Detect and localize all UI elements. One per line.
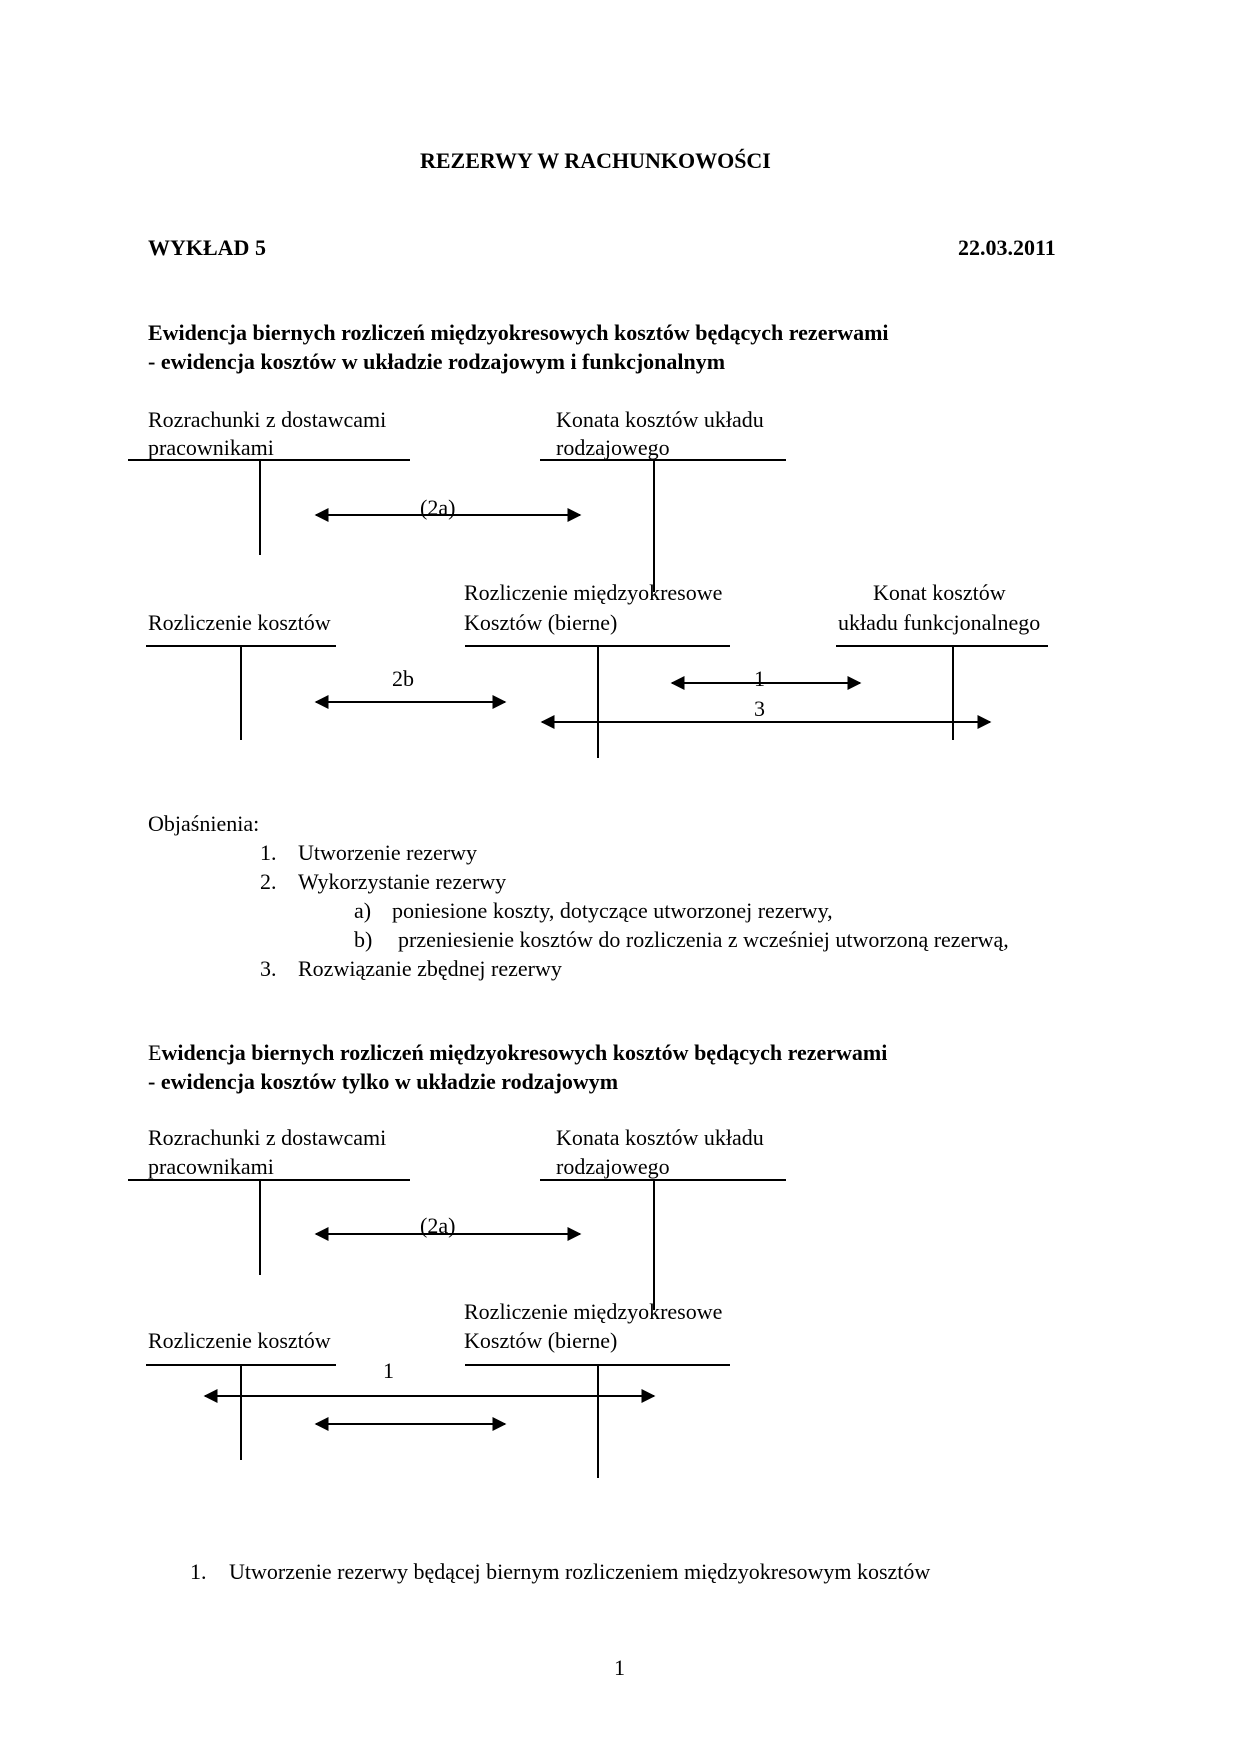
section2-heading-first-letter: E (148, 1040, 162, 1065)
s2-account-costs-type-line2: rodzajowego (556, 1154, 670, 1179)
s1-account-accruals-line2: Kosztów (bierne) (464, 610, 618, 635)
s2-t-account-costs-type (540, 1180, 786, 1310)
s1-label-1: 1 (754, 666, 765, 691)
explanation-2-num: 2. (260, 869, 277, 894)
s2-account-accruals-line2: Kosztów (bierne) (464, 1328, 618, 1353)
explanation-3-num: 3. (260, 956, 277, 981)
section1-heading-line1: Ewidencja biernych rozliczeń międzyokresowych kosztów będących rezerwami (148, 320, 889, 345)
s1-label-2b: 2b (392, 666, 414, 691)
explanation-2a-text: poniesione koszty, dotyczące utworzonej rezerwy, (392, 898, 833, 923)
explanation-2b-text: przeniesienie kosztów do rozliczenia z wcześniej utworzoną rezerwą, (398, 927, 1009, 952)
section2-heading-line2: - ewidencja kosztów tylko w układzie rodzajowym (148, 1069, 619, 1094)
s1-account-settlements-line2: pracownikami (148, 435, 274, 460)
s2-label-1: 1 (383, 1358, 394, 1383)
s1-account-cost-settlement: Rozliczenie kosztów (148, 610, 331, 635)
explanation-3-text: Rozwiązanie zbędnej rezerwy (298, 956, 562, 981)
explanation-2b-num: b) (354, 927, 373, 952)
s1-t-account-settlements (128, 460, 410, 555)
final-item-1-num: 1. (190, 1559, 207, 1584)
final-item-1-text: Utworzenie rezerwy będącej biernym rozliczeniem międzyokresowym kosztów (229, 1559, 931, 1584)
document-date: 22.03.2011 (958, 235, 1056, 260)
s1-account-accruals-line1: Rozliczenie międzyokresowe (464, 580, 723, 605)
s1-account-costs-type-line2: rodzajowego (556, 435, 670, 460)
s1-account-settlements-line1: Rozrachunki z dostawcami (148, 407, 387, 432)
s1-t-account-costs-type (540, 460, 786, 592)
s2-label-2a: (2a) (420, 1213, 456, 1238)
s1-account-functional-line2: układu funkcjonalnego (838, 610, 1041, 635)
s2-account-costs-type-line1: Konata kosztów układu (556, 1125, 764, 1150)
document-title: REZERWY W RACHUNKOWOŚCI (420, 148, 771, 173)
s2-t-account-settlements (128, 1180, 410, 1275)
s1-account-costs-type-line1: Konata kosztów układu (556, 407, 764, 432)
s2-account-accruals-line1: Rozliczenie międzyokresowe (464, 1299, 723, 1324)
explanation-2-text: Wykorzystanie rezerwy (298, 869, 507, 894)
s2-account-settlements-line2: pracownikami (148, 1154, 274, 1179)
page-number: 1 (614, 1655, 625, 1680)
s2-account-cost-settlement: Rozliczenie kosztów (148, 1328, 331, 1353)
s2-account-settlements-line1: Rozrachunki z dostawcami (148, 1125, 387, 1150)
s1-label-2a: (2a) (420, 495, 456, 520)
s2-t-account-accruals (465, 1365, 730, 1478)
s2-t-account-cost-settlement (146, 1365, 336, 1460)
explanations-title: Objaśnienia: (148, 811, 260, 836)
explanation-1-num: 1. (260, 840, 277, 865)
s1-label-3: 3 (754, 696, 765, 721)
s1-account-functional-line1: Konat kosztów (873, 580, 1006, 605)
section1-heading-line2: - ewidencja kosztów w układzie rodzajowym i funkcjonalnym (148, 349, 726, 374)
explanation-1-text: Utworzenie rezerwy (298, 840, 477, 865)
s1-t-account-cost-settlement (146, 646, 336, 740)
section2-heading-rest: widencja biernych rozliczeń międzyokresowych kosztów będących rezerwami (161, 1040, 888, 1065)
explanation-2a-num: a) (354, 898, 372, 923)
s1-t-account-functional (836, 646, 1048, 740)
lecture-label: WYKŁAD 5 (148, 235, 266, 260)
